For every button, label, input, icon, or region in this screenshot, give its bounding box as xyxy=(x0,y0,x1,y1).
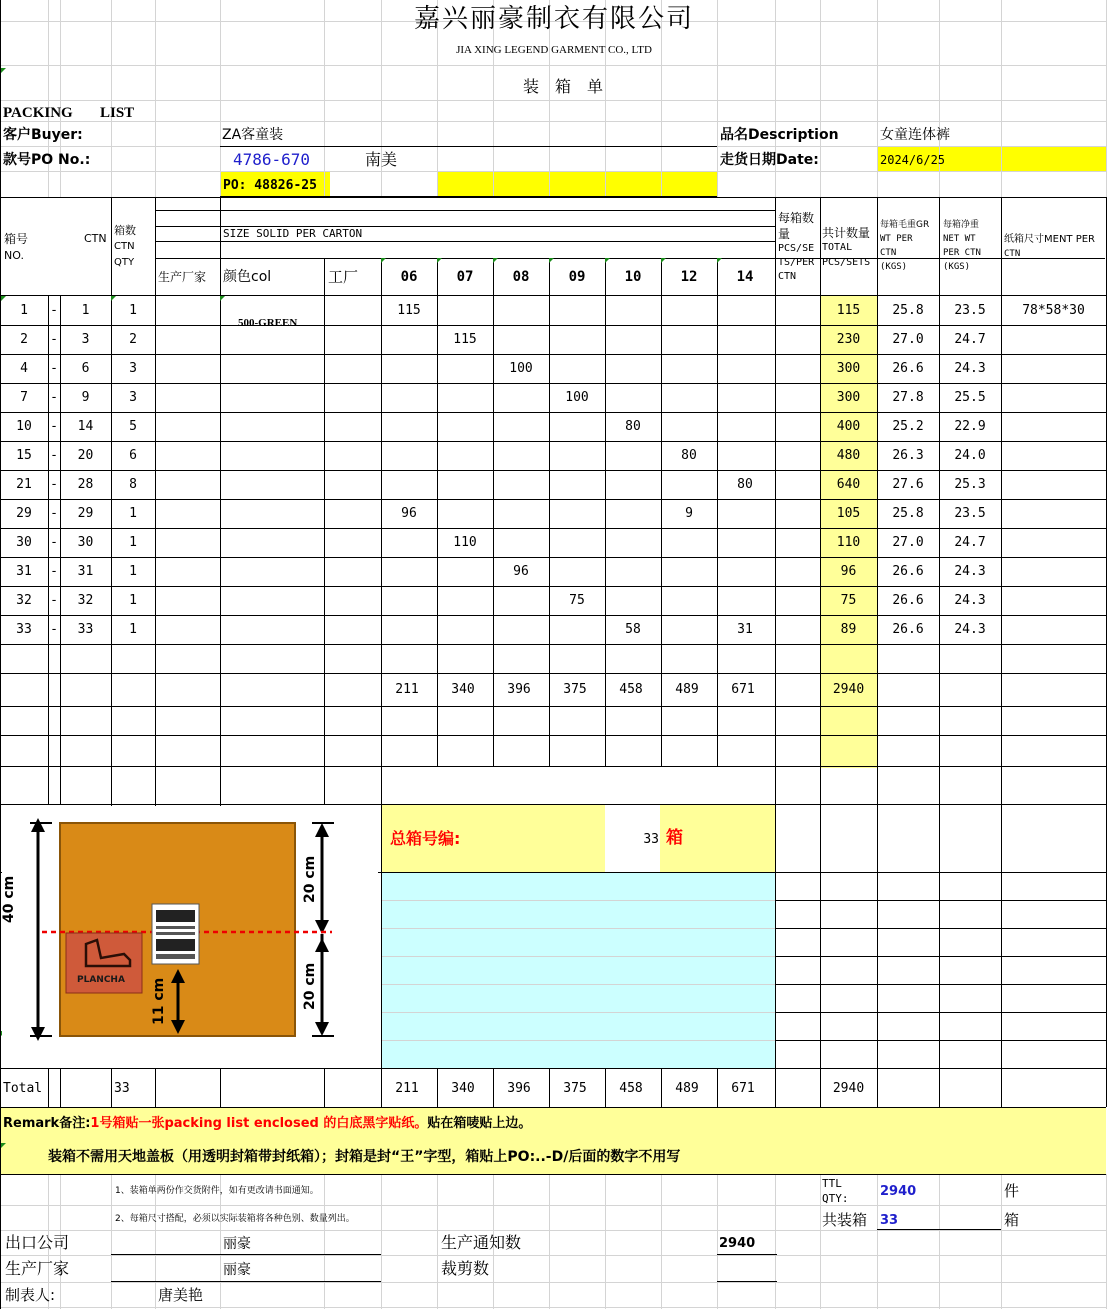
boxes-label: 共装箱 xyxy=(822,1211,868,1229)
total-size: 489 xyxy=(675,1081,699,1096)
cell-marker xyxy=(220,296,225,301)
row-ctn-qty: 1 xyxy=(129,622,137,637)
grid-line xyxy=(717,1174,718,1309)
row-dash: - xyxy=(50,593,58,608)
header-net-1: 每箱净重 xyxy=(943,220,980,230)
row-to: 29 xyxy=(77,506,94,521)
diagram-brand: PLANCHA xyxy=(77,975,125,985)
row-net-weight: 24.7 xyxy=(954,332,986,347)
cell-marker xyxy=(1,68,6,73)
row-from: 30 xyxy=(16,535,32,550)
grid-line xyxy=(381,804,382,1068)
row-ctn-qty: 5 xyxy=(129,419,137,434)
row-from: 1 xyxy=(20,303,28,318)
header-net-2: NET WT xyxy=(943,234,976,244)
buyer-label: 客户Buyer: xyxy=(3,127,83,143)
grid-line xyxy=(324,258,325,804)
row-from: 33 xyxy=(16,622,32,637)
grid-line xyxy=(0,121,1106,122)
row-from: 4 xyxy=(20,361,28,376)
row-ctn-qty: 1 xyxy=(129,535,137,550)
packing-label: PACKING xyxy=(3,105,73,121)
row-dash: - xyxy=(50,477,58,492)
carton-diagram xyxy=(2,806,378,1068)
remark-prefix: Remark备注: xyxy=(3,1116,91,1131)
grid-line xyxy=(775,210,776,1107)
row-dash: - xyxy=(50,535,58,550)
row-dash: - xyxy=(50,622,58,637)
date-value: 2024/6/25 xyxy=(880,153,946,167)
grid-line xyxy=(717,1281,777,1282)
grid-line xyxy=(155,210,775,211)
grid-line xyxy=(381,956,775,957)
row-gross-weight: 26.6 xyxy=(892,564,924,579)
row-total: 300 xyxy=(836,390,861,405)
header-size-12: 12 xyxy=(680,269,698,285)
row-ctn-qty: 6 xyxy=(129,448,137,463)
remark-line-1 xyxy=(3,1117,531,1130)
header-total-qty-3: PCS/SETS xyxy=(822,257,871,268)
description-label: 品名Description xyxy=(720,127,839,143)
row-gross-weight: 26.3 xyxy=(892,448,924,463)
grid-line xyxy=(155,241,775,242)
header-size-07: 07 xyxy=(456,269,474,285)
grid-line xyxy=(549,1174,550,1309)
total-size: 458 xyxy=(619,1081,643,1096)
cell-marker xyxy=(549,258,554,263)
company-name-cn: 嘉兴丽豪制衣有限公司 xyxy=(413,4,694,33)
grid-line xyxy=(324,1068,325,1107)
subtotal-size: 396 xyxy=(507,682,531,697)
grid-line xyxy=(437,1174,438,1309)
row-net-weight: 24.3 xyxy=(954,564,986,579)
cell-marker xyxy=(437,258,442,263)
diagram-height-label: 40 cm xyxy=(1,875,17,923)
row-total: 110 xyxy=(836,535,861,550)
cut-label: 裁剪数 xyxy=(441,1259,490,1278)
row-size-qty: 115 xyxy=(453,332,477,347)
row-to: 31 xyxy=(77,564,94,579)
grid-line xyxy=(775,928,1106,929)
footer-note-2: 2、每箱尺寸搭配，必须以实际装箱将各种色别、数量列出。 xyxy=(115,1214,355,1224)
grid-line xyxy=(0,0,1,1309)
row-gross-weight: 26.6 xyxy=(892,361,924,376)
grid-line xyxy=(381,928,775,929)
header-gross-4: (KGS) xyxy=(880,262,908,272)
list-label: LIST xyxy=(100,105,135,121)
row-ctn-qty: 1 xyxy=(129,506,137,521)
cell-marker xyxy=(1,1143,6,1148)
header-total-qty-2: TOTAL xyxy=(822,242,853,253)
row-from: 29 xyxy=(16,506,32,521)
remark-line-2: 装箱不需用天地盖板（用透明封箱带封纸箱）；封箱是封“王”字型，箱贴上PO:..-D/后面的数字不用写 xyxy=(48,1149,681,1165)
header-factory: 生产厂家 xyxy=(158,270,207,284)
cell-marker xyxy=(605,258,610,263)
header-net-4: (KGS) xyxy=(943,262,971,272)
row-size-qty: 96 xyxy=(401,506,417,521)
grid-line xyxy=(1001,1174,1002,1309)
grid-line xyxy=(0,706,1106,707)
row-from: 10 xyxy=(16,419,32,434)
row-to: 14 xyxy=(77,419,94,434)
grid-line xyxy=(111,1281,381,1282)
grid-line xyxy=(381,984,775,985)
grid-line xyxy=(0,1174,1106,1175)
total-ctn: 33 xyxy=(114,1081,130,1096)
grid-line xyxy=(0,100,1106,101)
grid-line xyxy=(775,1040,1106,1041)
row-gross-weight: 27.6 xyxy=(892,477,924,492)
header-ctn-qty-1: 箱数 xyxy=(114,224,136,237)
remark-suffix: 贴在箱唛贴上边。 xyxy=(427,1116,532,1131)
row-size-qty: 80 xyxy=(737,477,753,492)
header-total-qty-1: 共计数量 xyxy=(822,226,871,240)
row-dimensions: 78*58*30 xyxy=(1022,303,1085,318)
grid-line xyxy=(775,900,1106,901)
row-from: 31 xyxy=(16,564,32,579)
header-ctn-qty-3: QTY xyxy=(114,257,135,268)
grid-line xyxy=(0,673,1106,674)
diagram-upper-label: 20 cm xyxy=(302,855,318,903)
row-gross-weight: 25.2 xyxy=(892,419,924,434)
grid-line xyxy=(775,1174,776,1309)
grid-line xyxy=(0,804,1106,805)
header-size-06: 06 xyxy=(400,269,418,285)
po-value: 4786-670 xyxy=(233,150,311,169)
row-net-weight: 25.3 xyxy=(954,477,986,492)
row-net-weight: 23.5 xyxy=(954,303,986,318)
grid-line xyxy=(0,65,1106,66)
row-dash: - xyxy=(50,506,58,521)
row-total: 640 xyxy=(836,477,861,492)
row-from: 32 xyxy=(16,593,32,608)
row-total: 230 xyxy=(836,332,861,347)
row-total: 105 xyxy=(836,506,861,521)
ttl-value: 2940 xyxy=(880,1184,917,1199)
maker-label: 制表人: xyxy=(5,1286,56,1304)
row-to: 30 xyxy=(77,535,94,550)
row-size-qty: 31 xyxy=(737,622,753,637)
row-gross-weight: 26.6 xyxy=(892,622,924,637)
grid-line xyxy=(48,1068,49,1107)
row-from: 21 xyxy=(16,477,32,492)
grid-line xyxy=(220,196,717,197)
box-total-label: 总箱号编: xyxy=(390,829,461,848)
ttl-label-1: TTL xyxy=(822,1177,842,1190)
row-to: 6 xyxy=(81,361,90,376)
grid-line xyxy=(0,171,1106,172)
company-name-en: JIA XING LEGEND GARMENT CO., LTD xyxy=(456,44,652,56)
row-size-qty: 100 xyxy=(565,390,589,405)
factory-label: 生产厂家 xyxy=(5,1259,70,1278)
header-size-10: 10 xyxy=(624,269,642,285)
grid-line xyxy=(60,1068,61,1107)
grid-line xyxy=(820,1174,821,1309)
row-dash: - xyxy=(50,390,58,405)
ttl-unit: 件 xyxy=(1004,1182,1020,1200)
header-gross-3: CTN xyxy=(880,248,897,258)
grid-line xyxy=(0,1068,1106,1069)
row-gross-weight: 25.8 xyxy=(892,506,924,521)
grid-line xyxy=(877,1229,1001,1230)
diagram-lower-label: 20 cm xyxy=(302,962,318,1010)
row-from: 2 xyxy=(20,332,28,347)
cell-marker xyxy=(661,258,666,263)
factory-value: 丽豪 xyxy=(223,1262,251,1278)
subtotal-size: 489 xyxy=(675,682,699,697)
header-gross-2: WT PER xyxy=(880,234,913,244)
subtotal-size: 458 xyxy=(619,682,643,697)
subtotal-size: 340 xyxy=(451,682,475,697)
row-total: 75 xyxy=(840,593,857,608)
header-size-solid: SIZE SOLID PER CARTON xyxy=(223,227,363,240)
row-ctn-qty: 3 xyxy=(129,390,137,405)
header-size-09: 09 xyxy=(568,269,586,285)
grid-line xyxy=(0,766,1106,767)
row-size-qty: 100 xyxy=(509,361,533,376)
grid-line xyxy=(1001,197,1002,1107)
subtotal-size: 671 xyxy=(731,682,755,697)
date-label: 走货日期Date: xyxy=(720,152,819,168)
header-size-08: 08 xyxy=(512,269,530,285)
row-to: 3 xyxy=(81,332,90,347)
subtotal-size: 211 xyxy=(395,682,419,697)
grid-line xyxy=(1106,197,1107,1107)
row-dash: - xyxy=(50,361,58,376)
row-size-qty: 58 xyxy=(625,622,641,637)
grid-line xyxy=(939,1174,940,1309)
subtotal-size: 375 xyxy=(563,682,587,697)
header-per-box-1: 每箱数 xyxy=(778,211,815,225)
row-size-qty: 75 xyxy=(569,593,585,608)
row-net-weight: 24.3 xyxy=(954,361,986,376)
row-gross-weight: 25.8 xyxy=(892,303,924,318)
row-ctn-qty: 1 xyxy=(129,564,137,579)
header-per-box-5: CTN xyxy=(778,271,797,282)
row-net-weight: 24.3 xyxy=(954,622,986,637)
row-total: 480 xyxy=(836,448,861,463)
maker-value: 唐美艳 xyxy=(158,1286,204,1304)
total-size: 211 xyxy=(395,1081,419,1096)
boxes-value: 33 xyxy=(880,1213,899,1228)
grid-line xyxy=(155,258,1105,259)
row-ctn-qty: 8 xyxy=(129,477,137,492)
grid-line xyxy=(0,1230,1106,1231)
export-value: 丽豪 xyxy=(223,1236,251,1252)
row-net-weight: 24.0 xyxy=(954,448,986,463)
color-name: 500-GREEN xyxy=(238,317,298,329)
header-color: 颜色col xyxy=(223,269,272,285)
ttl-label-2: QTY: xyxy=(822,1192,849,1205)
grid-line xyxy=(0,197,1106,198)
total-label: Total xyxy=(3,1081,43,1096)
row-gross-weight: 27.0 xyxy=(892,535,924,550)
row-net-weight: 25.5 xyxy=(954,390,986,405)
row-total: 400 xyxy=(836,419,861,434)
header-dims-1: 纸箱尺寸MENT PER xyxy=(1004,234,1096,245)
cell-marker xyxy=(381,258,386,263)
total-grand: 2940 xyxy=(832,1081,865,1096)
row-ctn-qty: 2 xyxy=(129,332,137,347)
header-box-no: 箱号 xyxy=(4,232,29,246)
subtotal-total: 2940 xyxy=(832,682,865,697)
grid-line xyxy=(0,644,1106,645)
grid-line xyxy=(775,1012,1106,1013)
header-per-box-4: TS/PER xyxy=(778,257,815,268)
row-total: 89 xyxy=(840,622,857,637)
grid-line xyxy=(381,1040,775,1041)
total-size: 671 xyxy=(731,1081,755,1096)
row-size-qty: 110 xyxy=(453,535,477,550)
row-total: 115 xyxy=(836,303,861,318)
row-total: 96 xyxy=(840,564,857,579)
row-to: 1 xyxy=(81,303,90,318)
po-sub-value: PO: 48826-25 xyxy=(223,178,317,193)
grid-line xyxy=(381,1012,775,1013)
row-dash: - xyxy=(50,303,58,318)
diagram-label-height: 11 cm xyxy=(151,977,167,1025)
document-title: 装 箱 单 xyxy=(522,77,603,96)
row-from: 7 xyxy=(20,390,28,405)
grid-line xyxy=(1106,1174,1107,1309)
total-size: 396 xyxy=(507,1081,531,1096)
grid-line xyxy=(605,1174,606,1309)
description-value: 女童连体裤 xyxy=(880,127,950,143)
grid-line xyxy=(111,1174,112,1309)
row-gross-weight: 27.8 xyxy=(892,390,924,405)
notice-value: 2940 xyxy=(719,1236,756,1251)
row-ctn-qty: 1 xyxy=(129,303,137,318)
row-net-weight: 24.3 xyxy=(954,593,986,608)
grid-line xyxy=(0,1255,1106,1256)
grid-line xyxy=(381,258,382,804)
cell-marker xyxy=(717,258,722,263)
remark-red: 1号箱贴一张packing list enclosed 的白底黑字贴纸。 xyxy=(90,1116,428,1131)
grid-line xyxy=(0,1307,1106,1308)
row-dash: - xyxy=(50,448,58,463)
header-workshop: 工厂 xyxy=(328,268,359,286)
row-from: 15 xyxy=(16,448,32,463)
header-per-box-3: PCS/SE xyxy=(778,243,815,254)
notice-label: 生产通知数 xyxy=(441,1233,522,1252)
header-box-no-en: NO. xyxy=(4,249,24,262)
row-size-qty: 9 xyxy=(685,506,693,521)
grid-line xyxy=(717,1254,777,1255)
row-size-qty: 115 xyxy=(397,303,421,318)
row-dash: - xyxy=(50,564,58,579)
box-total-unit: 箱 xyxy=(666,828,683,848)
total-size: 375 xyxy=(563,1081,587,1096)
header-dims-2: CTN xyxy=(1004,249,1021,259)
row-ctn-qty: 1 xyxy=(129,593,137,608)
row-dash: - xyxy=(50,419,58,434)
footer-note-1: 1、装箱单两份作交货附件，如有更改请书面通知。 xyxy=(115,1186,319,1196)
boxes-unit: 箱 xyxy=(1004,1211,1020,1229)
region-value: 南美 xyxy=(365,150,398,169)
buyer-value: ZA客童装 xyxy=(222,127,284,143)
grid-line xyxy=(0,1282,1106,1283)
row-total: 300 xyxy=(836,361,861,376)
grid-line xyxy=(0,1107,1106,1108)
header-gross-1: 每箱毛重GR xyxy=(880,220,930,230)
row-net-weight: 24.7 xyxy=(954,535,986,550)
row-to: 20 xyxy=(77,448,94,463)
header-ctn-qty-2: CTN xyxy=(114,241,135,252)
row-gross-weight: 26.6 xyxy=(892,593,924,608)
grid-line xyxy=(0,1205,1106,1206)
cell-marker xyxy=(493,258,498,263)
grid-line xyxy=(324,1174,325,1309)
row-to: 33 xyxy=(77,622,94,637)
grid-line xyxy=(220,146,717,147)
box-total-value: 33 xyxy=(643,832,659,847)
row-size-qty: 96 xyxy=(513,564,529,579)
grid-line xyxy=(381,1174,382,1309)
row-to: 9 xyxy=(81,390,90,405)
row-dash: - xyxy=(50,332,58,347)
grid-line xyxy=(775,956,1106,957)
row-net-weight: 23.5 xyxy=(954,506,986,521)
row-size-qty: 80 xyxy=(681,448,697,463)
row-net-weight: 22.9 xyxy=(954,419,986,434)
grid-line xyxy=(877,1174,878,1309)
grid-line xyxy=(775,984,1106,985)
grid-line xyxy=(661,1174,662,1309)
row-ctn-qty: 3 xyxy=(129,361,137,376)
grid-line xyxy=(381,900,775,901)
grid-line xyxy=(0,735,1106,736)
row-to: 28 xyxy=(77,477,94,492)
header-net-3: PER CTN xyxy=(943,248,981,258)
header-size-14: 14 xyxy=(736,269,754,285)
grid-line xyxy=(111,1254,381,1255)
po-label: 款号PO No.: xyxy=(3,152,91,168)
row-size-qty: 80 xyxy=(625,419,641,434)
header-ctn: CTN xyxy=(84,232,107,245)
total-size: 340 xyxy=(451,1081,475,1096)
row-to: 32 xyxy=(77,593,94,608)
row-gross-weight: 27.0 xyxy=(892,332,924,347)
header-per-box-2: 量 xyxy=(778,227,791,241)
export-label: 出口公司 xyxy=(5,1233,70,1252)
